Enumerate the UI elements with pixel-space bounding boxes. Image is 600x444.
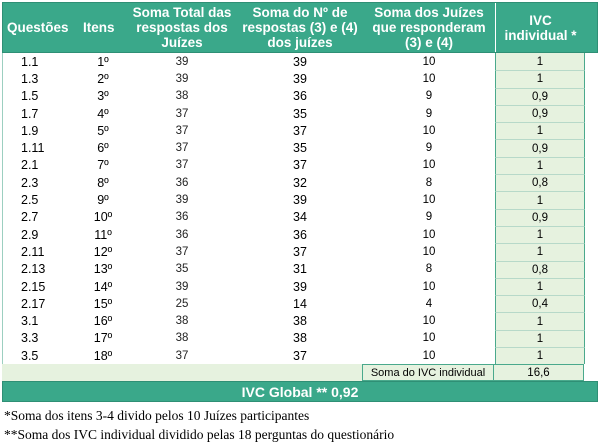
cell-questao: 2.9 [21, 227, 39, 242]
cell-questao: 2.3 [21, 175, 39, 190]
cell-ivc: 0,4 [495, 295, 585, 312]
cell-soma-juizes: 9 [425, 107, 433, 120]
cell-soma-juizes: 8 [425, 176, 433, 189]
cell-item: 14º [93, 279, 113, 294]
cell-soma-respostas: 39 [293, 193, 307, 208]
cell-soma-juizes: 9 [425, 90, 433, 103]
cell-soma-juizes: 10 [422, 245, 436, 258]
cell-soma-juizes: 10 [422, 280, 436, 293]
cell-soma-total: 36 [175, 176, 189, 189]
cell-soma-respostas: 38 [293, 331, 307, 346]
cell-ivc: 1 [495, 53, 585, 70]
table-row [3, 312, 598, 329]
cell-soma-respostas: 39 [293, 71, 307, 86]
cell-questao: 1.9 [21, 123, 39, 138]
cell-ivc: 1 [495, 226, 585, 243]
table-body [2, 53, 598, 364]
table-row [3, 157, 598, 174]
table-row [3, 105, 598, 122]
cell-item: 3º [97, 89, 109, 104]
header-soma-juizes: Soma dos Juízes que responderam (3) e (4) [372, 5, 486, 50]
cell-soma-total: 37 [175, 142, 189, 155]
cell-item: 15º [93, 296, 113, 311]
cell-questao: 3.1 [21, 314, 39, 329]
header-ivc-individual: IVC individual * [495, 3, 585, 52]
table-row [3, 53, 598, 70]
table-row [3, 261, 598, 278]
cell-item: 12º [93, 244, 113, 259]
table-row [3, 330, 598, 347]
table-row [3, 191, 598, 208]
table-row [3, 278, 598, 295]
cell-item: 8º [97, 175, 109, 190]
cell-item: 9º [97, 193, 109, 208]
cell-soma-total: 39 [175, 55, 189, 68]
sum-row [2, 364, 598, 381]
cell-soma-respostas: 34 [293, 210, 307, 225]
cell-questao: 1.3 [21, 71, 39, 86]
cell-soma-total: 38 [175, 90, 189, 103]
cell-soma-total: 25 [175, 297, 189, 310]
table-row [3, 226, 598, 243]
cell-soma-respostas: 37 [293, 123, 307, 138]
cell-ivc: 0,9 [495, 139, 585, 156]
cell-item: 17º [93, 331, 113, 346]
sum-row-filler [2, 364, 362, 381]
cell-soma-juizes: 10 [422, 72, 436, 85]
footnotes [2, 406, 598, 444]
cell-questao: 2.7 [21, 210, 39, 225]
cell-questao: 1.11 [21, 141, 45, 156]
cell-soma-respostas: 35 [293, 106, 307, 121]
cell-soma-juizes: 10 [422, 55, 436, 68]
table-row [3, 209, 598, 226]
cell-questao: 2.11 [21, 244, 45, 259]
cell-soma-respostas: 36 [293, 89, 307, 104]
cell-ivc: 1 [495, 347, 585, 364]
cell-soma-juizes: 10 [422, 228, 436, 241]
cell-soma-total: 39 [175, 194, 189, 207]
cell-ivc: 0,9 [495, 105, 585, 122]
cell-item: 18º [93, 348, 113, 363]
cell-ivc: 1 [495, 278, 585, 295]
sum-label: Soma do IVC individual [362, 364, 494, 381]
cell-item: 13º [93, 262, 113, 277]
cell-soma-respostas: 35 [293, 141, 307, 156]
cell-soma-respostas: 38 [293, 314, 307, 329]
footnote-2: **Soma dos IVC individual dividido pelas 18 perguntas do questionário [4, 427, 395, 443]
cell-ivc: 1 [495, 191, 585, 208]
sum-value: 16,6 [494, 364, 584, 381]
cell-item: 6º [97, 141, 109, 156]
ivc-global: IVC Global ** 0,92 [2, 381, 598, 402]
header-soma-respostas: Soma do Nº de respostas (3) e (4) dos juízes [242, 5, 358, 50]
cell-soma-juizes: 8 [425, 263, 433, 276]
cell-soma-total: 37 [175, 159, 189, 172]
cell-item: 1º [97, 54, 109, 69]
cell-questao: 1.1 [21, 54, 39, 69]
cell-ivc: 0,8 [495, 261, 585, 278]
cell-item: 11º [94, 227, 112, 242]
ivc-table [2, 2, 598, 444]
cell-questao: 2.5 [21, 193, 39, 208]
cell-ivc: 0,9 [495, 88, 585, 105]
cell-soma-respostas: 37 [293, 158, 307, 173]
table-header [2, 2, 598, 53]
cell-soma-juizes: 10 [422, 159, 436, 172]
cell-soma-total: 36 [175, 211, 189, 224]
cell-soma-total: 39 [175, 72, 189, 85]
cell-soma-juizes: 10 [422, 194, 436, 207]
cell-soma-total: 37 [175, 124, 189, 137]
cell-ivc: 1 [495, 243, 585, 260]
cell-questao: 3.5 [21, 348, 39, 363]
cell-questao: 1.7 [21, 106, 39, 121]
cell-soma-respostas: 14 [293, 296, 307, 311]
cell-soma-total: 39 [175, 280, 189, 293]
header-itens: Itens [83, 20, 115, 35]
cell-soma-total: 35 [175, 263, 189, 276]
cell-soma-juizes: 9 [425, 211, 433, 224]
cell-soma-respostas: 39 [293, 54, 307, 69]
cell-soma-juizes: 10 [422, 124, 436, 137]
footnote-1: *Soma dos itens 3-4 divido pelos 10 Juízes participantes [4, 408, 310, 424]
cell-item: 16º [93, 314, 113, 329]
cell-item: 2º [97, 71, 109, 86]
cell-soma-juizes: 10 [422, 332, 436, 345]
table-row [3, 243, 598, 260]
cell-soma-respostas: 37 [293, 244, 307, 259]
cell-soma-total: 37 [175, 349, 189, 362]
cell-ivc: 0,9 [495, 209, 585, 226]
table-row [3, 174, 598, 191]
cell-soma-juizes: 9 [425, 142, 433, 155]
cell-soma-respostas: 31 [293, 262, 307, 277]
cell-item: 7º [97, 158, 109, 173]
cell-ivc: 1 [495, 312, 585, 329]
cell-item: 5º [97, 123, 109, 138]
cell-questao: 2.17 [21, 296, 46, 311]
cell-item: 4º [97, 106, 109, 121]
cell-questao: 1.5 [21, 89, 39, 104]
cell-questao: 2.13 [21, 262, 46, 277]
cell-questao: 3.3 [21, 331, 39, 346]
table-row [3, 295, 598, 312]
cell-soma-total: 36 [175, 228, 189, 241]
cell-soma-total: 37 [175, 245, 189, 258]
table-row [3, 347, 598, 364]
cell-soma-juizes: 10 [422, 315, 436, 328]
cell-ivc: 1 [495, 70, 585, 87]
cell-item: 10º [93, 210, 113, 225]
cell-soma-juizes: 4 [425, 297, 433, 310]
cell-ivc: 1 [495, 122, 585, 139]
cell-ivc: 1 [495, 157, 585, 174]
table-row [3, 88, 598, 105]
cell-soma-total: 37 [175, 107, 189, 120]
table-row [3, 122, 598, 139]
cell-soma-respostas: 37 [293, 348, 307, 363]
cell-soma-respostas: 32 [293, 175, 307, 190]
table-row [3, 139, 598, 156]
cell-soma-juizes: 10 [422, 349, 436, 362]
cell-ivc: 1 [495, 330, 585, 347]
table-row [3, 70, 598, 87]
cell-questao: 2.1 [21, 158, 39, 173]
header-soma-total: Soma Total das respostas dos Juízes [132, 5, 232, 50]
cell-soma-total: 38 [175, 315, 189, 328]
cell-ivc: 0,8 [495, 174, 585, 191]
cell-soma-respostas: 39 [293, 279, 307, 294]
cell-soma-respostas: 36 [293, 227, 307, 242]
header-questoes: Questões [7, 20, 69, 35]
cell-questao: 2.15 [21, 279, 46, 294]
cell-soma-total: 38 [175, 332, 189, 345]
